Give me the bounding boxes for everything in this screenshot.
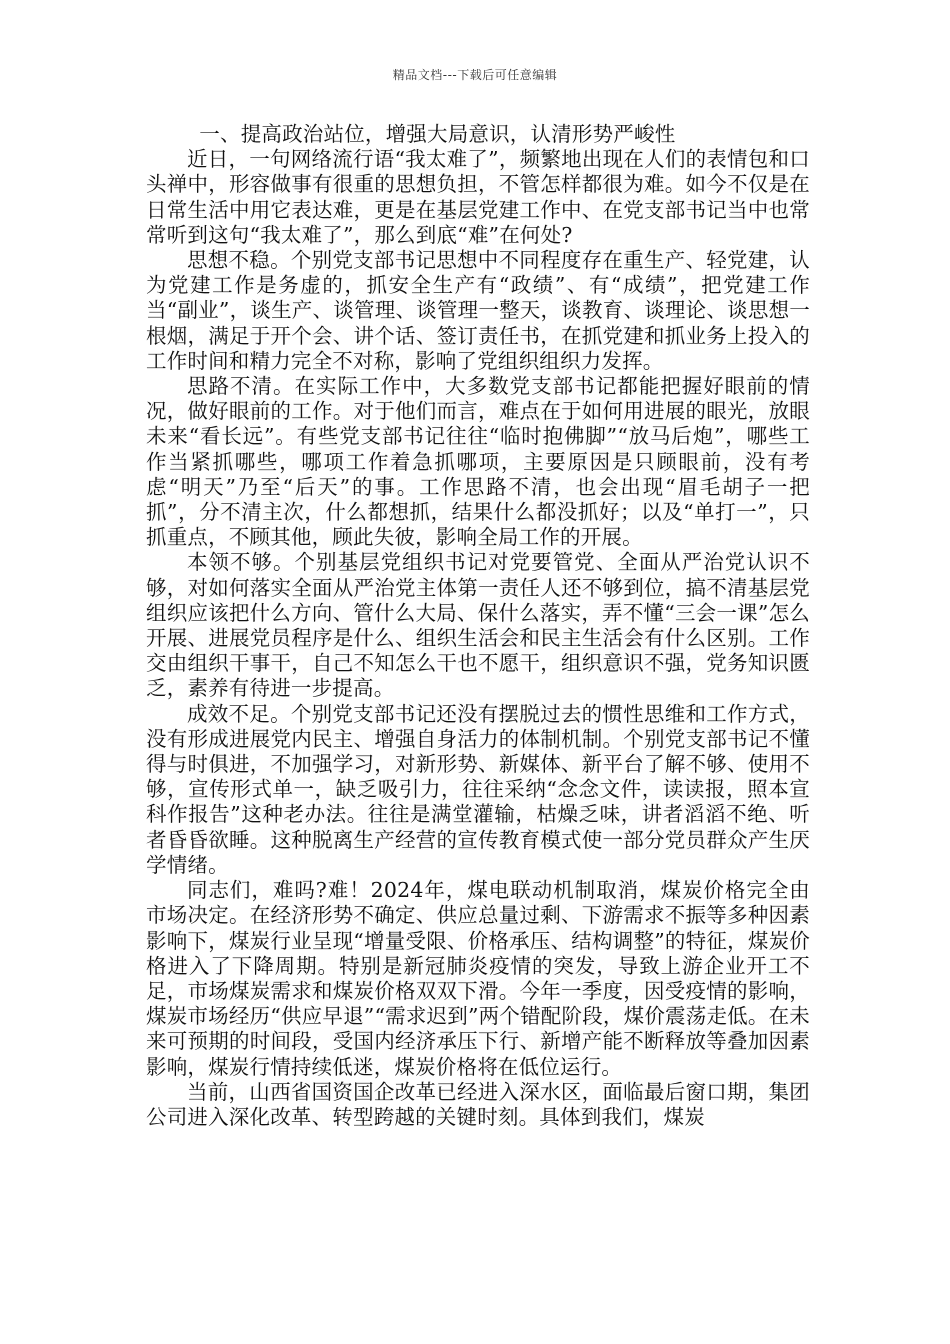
paragraph-ability: 本领不够。个别基层党组织书记对党要管党、全面从严治党认识不够，对如何落实全面从严治党主体第一责任人还不够到位，搞不清基层党组织应该把什么方向、管什么大局、保什么落实，弄不懂“三会一课”怎么开展、进展党员程序是什么、组织生活会和民主生活会有什么区别。工作交由组织干事干，自己不知怎么干也不愿干，组织意识不强，党务知识匮乏，素养有待进一步提高。: [146, 550, 810, 701]
paragraph-intro: 近日，一句网络流行语“我太难了”，频繁地出现在人们的表情包和口头禅中，形容做事有很重的思想负担，不管怎样都很为难。如今不仅是在日常生活中用它表达难，更是在基层党建工作中、在党支部书记当中也常常听到这句“我太难了”，那么到底“难”在何处?: [146, 147, 810, 247]
paragraph-effect: 成效不足。个别党支部书记还没有摆脱过去的惯性思维和工作方式，没有形成进展党内民主、增强自身活力的体制机制。个别党支部书记不懂得与时俱进，不加强学习，对新形势、新媒体、新平台了解不够、使用不够，宣传形式单一，缺乏吸引力，往往采纳“念念文件，读读报，照本宣科作报告”这种老办法。往往是满堂灌输，枯燥乏味，讲者滔滔不绝、听者昏昏欲睡。这种脱离生产经营的宣传教育模式使一部分党员群众产生厌学情绪。: [146, 701, 810, 877]
paragraph-approach: 思路不清。在实际工作中，大多数党支部书记都能把握好眼前的情况，做好眼前的工作。对于他们而言，难点在于如何用进展的眼光，放眼未来“看长远”。有些党支部书记往往“临时抱佛脚”“放马后炮”，哪些工作当紧抓哪些，哪项工作着急抓哪项，主要原因是只顾眼前，没有考虑“明天”乃至“后天”的事。工作思路不清，也会出现“眉毛胡子一把抓”，分不清主次，什么都想抓，结果什么都没抓好；以及“单打一”，只抓重点，不顾其他，顾此失彼，影响全局工作的开展。: [146, 374, 810, 550]
paragraph-reform: 当前，山西省国资国企改革已经进入深水区，面临最后窗口期，集团公司进入深化改革、转型跨越的关键时刻。具体到我们，煤炭: [146, 1079, 810, 1129]
paragraph-thought: 思想不稳。个别党支部书记思想中不同程度存在重生产、轻党建，认为党建工作是务虚的，抓安全生产有“政绩”、有“成绩”，把党建工作当“副业”，谈生产、谈管理、谈管理一整天，谈教育、谈理论、谈思想一根烟，满足于开个会、讲个话、签订责任书，在抓党建和抓业务上投入的工作时间和精力完全不对称，影响了党组织组织力发挥。: [146, 248, 810, 373]
document-body: [146, 122, 810, 1130]
section-heading: 一、提高政治站位，增强大局意识，认清形势严峻性: [199, 122, 676, 146]
paragraph-market: 同志们，难吗?难！2024年，煤电联动机制取消，煤炭价格完全由市场决定。在经济形势不确定、供应总量过剩、下游需求不振等多种因素影响下，煤炭行业呈现“增量受限、价格承压、结构调整”的特征，煤炭价格进入了下降周期。特别是新冠肺炎疫情的突发，导致上游企业开工不足，市场煤炭需求和煤炭价格双双下滑。今年一季度，因受疫情的影响，煤炭市场经历“供应早退”“需求迟到”两个错配阶段，煤价震荡走低。在未来可预期的时间段，受国内经济承压下行、新增产能不断释放等叠加因素影响，煤炭行情持续低迷，煤炭价格将在低位运行。: [146, 878, 810, 1079]
page-header: 精品文档---下载后可任意编辑: [392, 68, 558, 82]
